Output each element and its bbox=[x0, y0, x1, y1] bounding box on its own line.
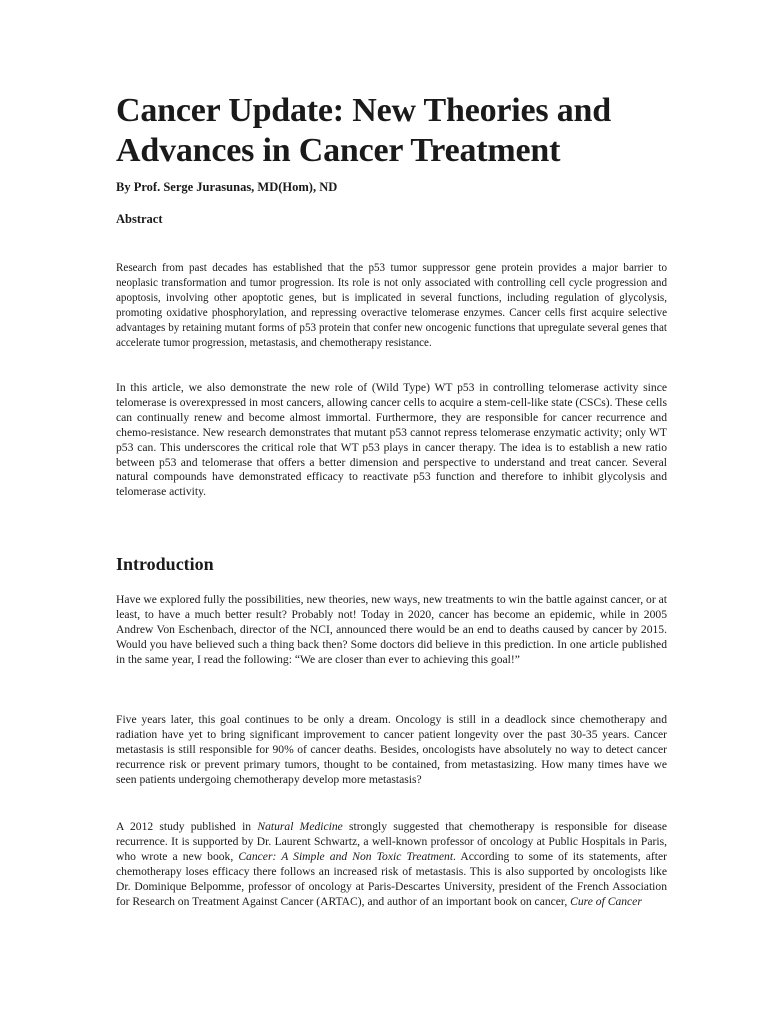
book-title-cancer-simple: Cancer: A Simple and Non Toxic Treatment bbox=[238, 849, 454, 863]
intro-paragraph-2: Five years later, this goal continues to be only a dream. Oncology is still in a deadlock since chemotherapy and radiation have yet to bring significant improvement to cancer patient longevity over the past 30-35 years. Cancer metastasis is still responsible for 90% of cancer deaths. Besides, oncologists have absolutely no way to detect cancer recurrence risk or prevent primary tumors, thought to be contained, from metastasizing. How many times have we seen patients undergoing chemotherapy develop more metastasis? bbox=[116, 713, 667, 786]
book-title-cure-of-cancer: Cure of Cancer bbox=[570, 894, 642, 908]
byline: By Prof. Serge Jurasunas, MD(Hom), ND bbox=[116, 180, 338, 194]
p3-text-2: strongly suggested that chemotherapy is responsible for disease recurrence. It is supported by Dr. Laurent Schwartz, a well-known professor of oncology at Public Hospitals in Paris, who wrote a new book, bbox=[116, 820, 668, 863]
abstract-heading: Abstract bbox=[116, 212, 163, 226]
page-title: Cancer Update: New Theories and Advances in Cancer Treatment bbox=[116, 92, 611, 169]
journal-title-natural-medicine: Natural Medicine bbox=[257, 820, 343, 833]
intro-paragraph-1: Have we explored fully the possibilities, new theories, new ways, new treatments to win the battle against cancer, or at least, to have a much better result? Probably not! Today in 2020, cancer has become an epidemic, while in 2005 Andrew Von Eschenbach, director of the NCI, announced there would be an end to deaths caused by cancer by 2015. Would you have believed such a thing back then? Some doctors did believe in this prediction. In one article published in the same year, I read the following: “We are closer than ever to achieving this goal!” bbox=[116, 593, 667, 666]
title-block bbox=[116, 91, 667, 171]
intro-paragraph-3 bbox=[116, 820, 667, 909]
abstract-paragraph-1: Research from past decades has established that the p53 tumor suppressor gene protein provides a major barrier to neoplasic transformation and tumor progression. Its role is not only associated with controlling cell cycle progression and apoptosis, involving other apoptotic genes, but is implicated in several functions, including regulation of glycolysis, promoting oxidative phosphorylation, and repressing overactive telomerase enzymes. Cancer cells first acquire selective advantages by retaining mutant forms of p53 protein that confer new oncogenic functions that upregulate several genes that accelerate tumor progression, metastasis, and chemotherapy resistance. bbox=[116, 262, 667, 349]
section-heading-introduction: Introduction bbox=[116, 554, 214, 574]
p3-text-3: . According to some of its statements, after chemotherapy loses efficacy there follows an increased risk of metastasis. This is also supported by oncologists like Dr. Dominique Belpomme, professor of oncology at Paris-Descartes University, president of the French Association for Research on Treatment Against Cancer (ARTAC), and author of an important book on cancer, bbox=[116, 849, 667, 908]
abstract-paragraph-2: In this article, we also demonstrate the new role of (Wild Type) WT p53 in controlling telomerase activity since telomerase is overexpressed in most cancers, allowing cancer cells to acquire a stem-cell-like state (CSCs). These cells can continually renew and become almost immortal. Furthermore, they are responsible for cancer recurrence and chemo-resistance. New research demonstrates that mutant p53 cannot repress telomerase enzymatic activity; only WT p53 can. This underscores the critical role that WT p53 plays in cancer therapy. The idea is to establish a new ratio between p53 and telomerase that offers a better dimension and perspective to understand and treat cancer. Several natural compounds have demonstrated efficacy to reactivate p53 function and therefore to inhibit glycolysis and telomerase activity. bbox=[116, 381, 667, 499]
p3-text-1: A 2012 study published in bbox=[116, 820, 258, 833]
